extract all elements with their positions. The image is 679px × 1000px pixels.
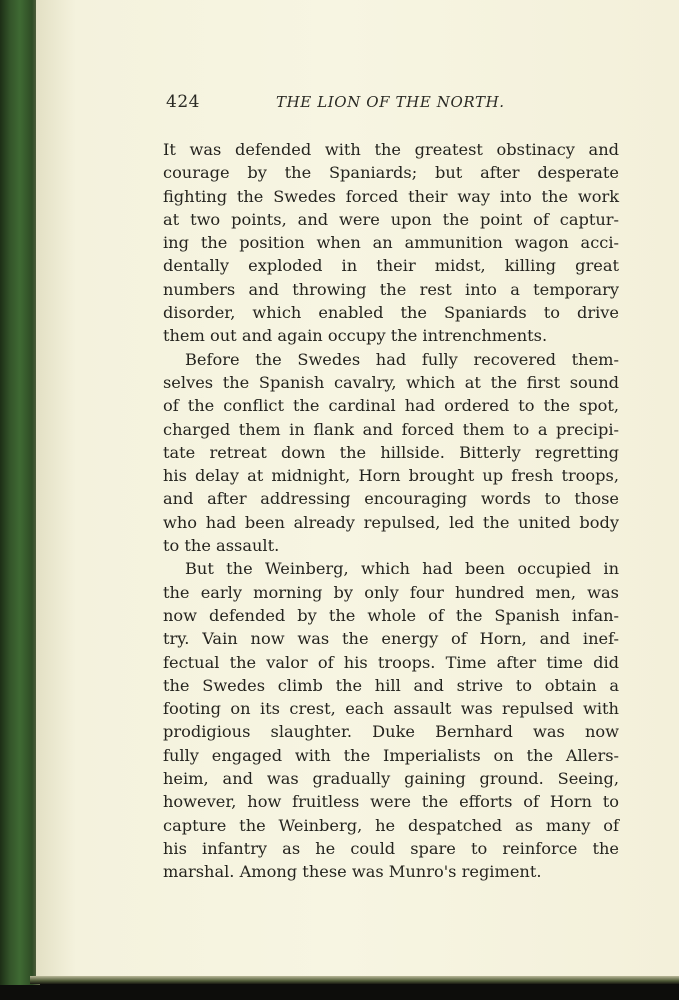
text-line: footing on its crest, each assault was repulsed with — [163, 699, 619, 719]
page-bottom-edge — [30, 976, 679, 984]
text-line: the early morning by only four hundred men, was — [163, 582, 619, 602]
text-line: Before the Swedes had fully recovered them- — [185, 349, 619, 369]
text-line: the Swedes climb the hill and strive to obtain a — [163, 675, 619, 695]
text-line: tate retreat down the hillside. Bitterly regretting — [163, 442, 619, 462]
text-line: But the Weinberg, which had been occupied in — [185, 559, 619, 579]
page-number: 424 — [166, 92, 200, 112]
text-line: now defended by the whole of the Spanish infan- — [163, 605, 619, 625]
text-line: charged them in flank and forced them to a precipi- — [163, 419, 619, 439]
text-line: dentally exploded in their midst, killing great — [163, 256, 619, 276]
text-line: fully engaged with the Imperialists on the Allers- — [163, 745, 619, 765]
text-line: marshal. Among these was Munro's regiment. — [163, 862, 542, 882]
text-line: who had been already repulsed, led the united body — [163, 512, 619, 532]
text-line: at two points, and were upon the point of captur- — [163, 209, 619, 229]
text-line: them out and again occupy the intrenchments. — [163, 326, 548, 346]
text-line: heim, and was gradually gaining ground. Seeing, — [163, 769, 619, 789]
text-line: his infantry as he could spare to reinforce the — [163, 838, 619, 858]
text-line: of the conflict the cardinal had ordered to the spot, — [163, 396, 619, 416]
text-line: and after addressing encouraging words to those — [163, 489, 619, 509]
text-line: selves the Spanish cavalry, which at the first sound — [163, 372, 619, 392]
text-line: fectual the valor of his troops. Time after time did — [163, 652, 619, 672]
text-line: ing the position when an ammunition wagon acci- — [163, 233, 619, 253]
text-line: however, how fruitless were the efforts of Horn to — [163, 792, 619, 812]
text-line: to the assault. — [163, 536, 280, 556]
text-line: capture the Weinberg, he despatched as many of — [163, 815, 619, 835]
text-line: disorder, which enabled the Spaniards to drive — [163, 303, 619, 323]
text-line: prodigious slaughter. Duke Bernhard was now — [163, 722, 619, 742]
text-line: It was defended with the greatest obstinacy and — [163, 140, 619, 159]
text-line: numbers and throwing the rest into a temporary — [163, 279, 619, 299]
body-text — [163, 138, 619, 884]
text-line: courage by the Spaniards; but after desperate — [163, 163, 619, 183]
page-header — [166, 92, 618, 116]
running-title: THE LION OF THE NORTH. — [276, 93, 505, 111]
book-cover-edge — [0, 0, 40, 985]
text-line: his delay at midnight, Horn brought up fresh troops, — [163, 466, 619, 486]
text-line: try. Vain now was the energy of Horn, and inef- — [163, 629, 619, 649]
text-line: fighting the Swedes forced their way into the work — [163, 186, 619, 206]
